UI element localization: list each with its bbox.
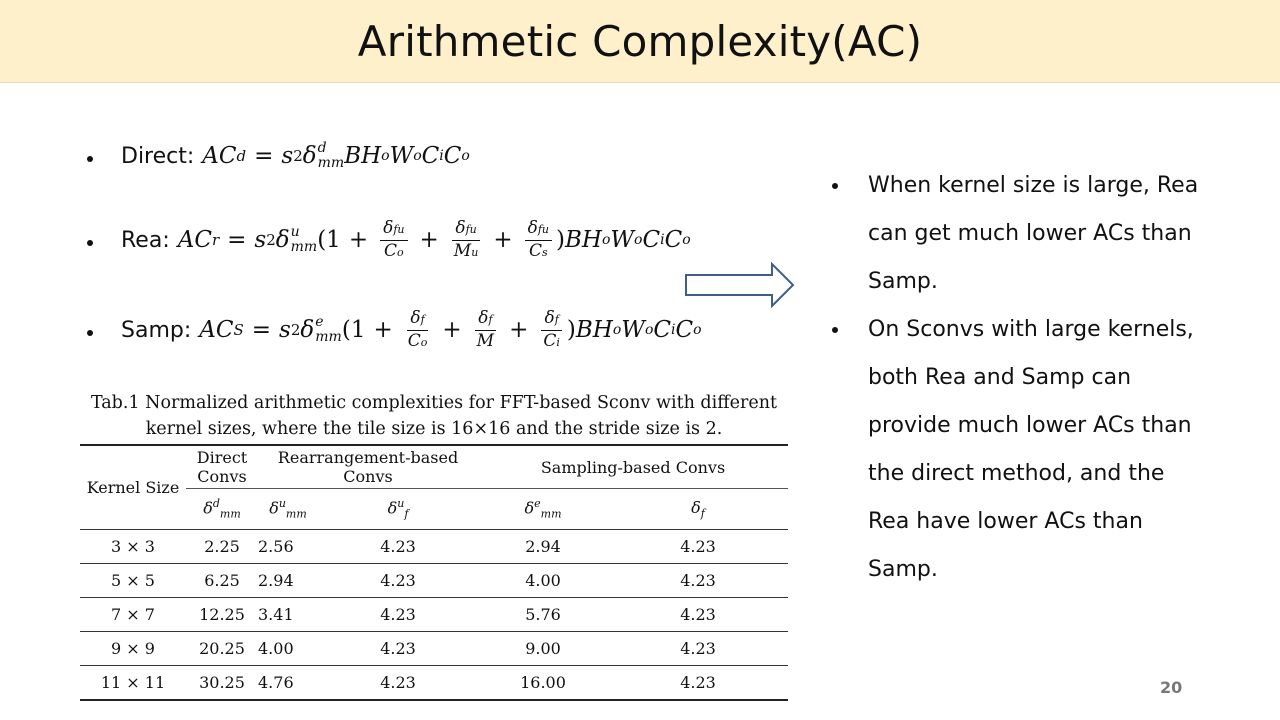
bullet-dot [832,327,838,333]
formula-samp [121,302,702,358]
complexity-table [80,444,788,701]
header-group: Sampling-based Convs [478,445,788,489]
value-cell: 4.23 [608,666,788,701]
table-row [80,632,788,666]
subheader: $\delta^e_{mm}$ [524,497,562,521]
table-row [80,530,788,564]
value-cell: 4.23 [608,632,788,666]
table-row [80,598,788,632]
value-cell: 2.94 [478,530,608,564]
kernel-size-cell: 11 × 11 [80,666,186,701]
value-cell: 2.25 [186,530,258,564]
value-cell: 30.25 [186,666,258,701]
math-samp: AC S = s 2 δ e mm ( 1 + $\frac{\delta f}{Co}$ + $\frac{\delta f}{M}$ + $\frac{\delta f}{Ci}$ ) BH o W o C i C o [199,307,702,351]
kernel-size-cell: 9 × 9 [80,632,186,666]
value-cell: 4.23 [318,564,478,598]
value-cell: 5.76 [478,598,608,632]
header-group: Direct Convs [186,445,258,489]
value-cell: 9.00 [478,632,608,666]
table-row [80,564,788,598]
value-cell: 20.25 [186,632,258,666]
value-cell: 4.23 [608,598,788,632]
slide-title: Arithmetic Complexity(AC) [357,16,923,66]
right-arrow-icon [684,262,796,308]
value-cell: 16.00 [478,666,608,701]
value-cell: 4.00 [478,564,608,598]
page-number: 20 [1160,678,1183,697]
bullet-dot [87,330,93,336]
value-cell: 2.56 [258,530,318,564]
value-cell: 3.41 [258,598,318,632]
value-cell: 4.76 [258,666,318,701]
subheader: $\delta^u_{mm}$ [269,497,307,521]
formula-label: Direct: [121,143,195,169]
table-caption: Tab.1 Normalized arithmetic complexities for FFT-based Sconv with different kernel sizes, where the tile size is 16×16 and the stride size is 2. [90,393,778,439]
value-cell: 4.23 [318,530,478,564]
value-cell: 4.23 [318,632,478,666]
header-group: Rearrangement-based Convs [258,445,478,489]
title-bar [0,0,1280,83]
bullet-dot [87,240,93,246]
formula-direct [121,136,470,176]
value-cell: 6.25 [186,564,258,598]
bullet-dot [832,183,838,189]
kernel-size-cell: 5 × 5 [80,564,186,598]
subheader: $\delta_f$ [691,497,705,521]
kernel-size-cell: 3 × 3 [80,530,186,564]
bullet-dot [87,156,93,162]
note-item: When kernel size is large, Rea can get much lower ACs than Samp. [830,162,1210,306]
subheader: $\delta^u_f$ [387,497,409,521]
math-direct: AC d = s 2 δ d mm BH o W o C i C o [202,140,470,171]
note-item: On Sconvs with large kernels, both Rea and Samp can provide much lower ACs than the direct method, and the Rea have lower ACs than Samp. [830,306,1210,594]
formula-rea [121,212,691,268]
subheader: $\delta^d_{mm}$ [203,497,241,521]
value-cell: 2.94 [258,564,318,598]
kernel-size-cell: 7 × 7 [80,598,186,632]
formula-label: Samp: [121,317,192,343]
table-row [80,666,788,701]
value-cell: 4.00 [258,632,318,666]
value-cell: 4.23 [318,598,478,632]
value-cell: 4.23 [608,564,788,598]
formula-label: Rea: [121,227,170,253]
value-cell: 12.25 [186,598,258,632]
math-rea: AC r = s 2 δ u mm ( 1 + $\frac{\text{δfu}}{Co}$ + $\frac{\text{δfu}}{Mu}$ + $\frac{\text{δfu}}{Cs}$ ) BH o W o C i C o [177,217,691,261]
header-kernel-size: Kernel Size [86,478,180,497]
notes-list [830,162,1210,594]
value-cell: 4.23 [318,666,478,701]
value-cell: 4.23 [608,530,788,564]
